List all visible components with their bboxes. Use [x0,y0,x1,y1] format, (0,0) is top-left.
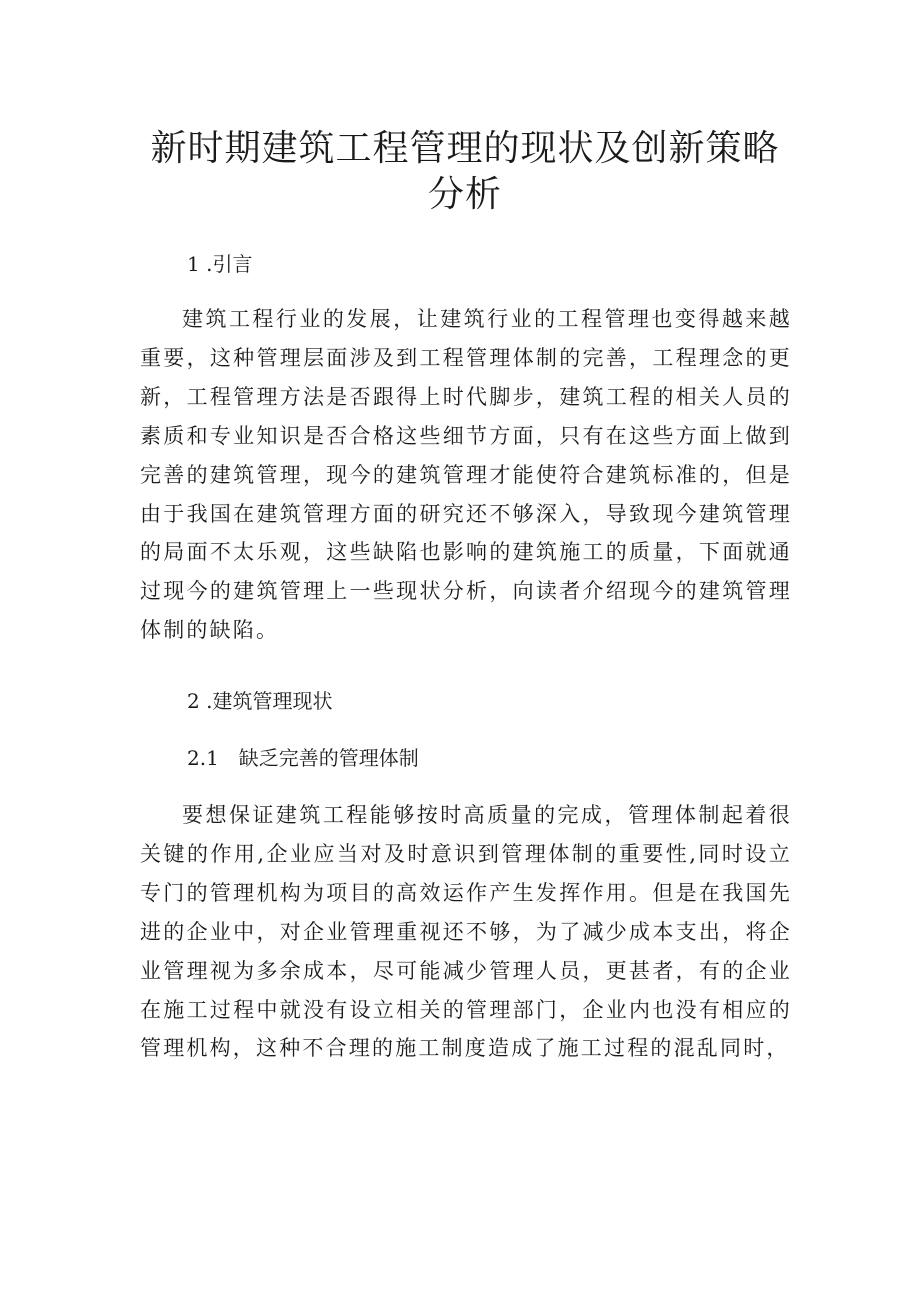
subsection-heading-management-system: 2.1 缺乏完善的管理体制 [187,746,419,770]
section-heading-introduction: 1 .引言 [187,252,253,276]
management-system-paragraph: 要想保证建筑工程能够按时高质量的完成，管理体制起着很关键的作用,企业应当对及时意识到管理体制的重要性,同时设立专门的管理机构为项目的高效运作产生发挥作用。但是在我国先进的企业中，对企业管理重视还不够，为了减少成本支出，将企业管理视为多余成本，尽可能减少管理人员，更甚者，有的企业在施工过程中就没有设立相关的管理部门，企业内也没有相应的管理机构，这种不合理的施工制度造成了施工过程的混乱同时， [140,803,792,1061]
document-title: 新时期建筑工程管理的现状及创新策略分析 [150,128,780,215]
section-heading-management-status: 2 .建筑管理现状 [187,689,333,713]
introduction-paragraph: 建筑工程行业的发展，让建筑行业的工程管理也变得越来越重要，这种管理层面涉及到工程管理体制的完善，工程理念的更新，工程管理方法是否跟得上时代脚步，建筑工程的相关人员的素质和专业知识是否合格这些细节方面，只有在这些方面上做到完善的建筑管理，现今的建筑管理才能使符合建筑标准的，但是由于我国在建筑管理方面的研究还不够深入，导致现今建筑管理的局面不太乐观，这些缺陷也影响的建筑施工的质量，下面就通过现今的建筑管理上一些现状分析，向读者介绍现今的建筑管理体制的缺陷。 [140,307,792,643]
